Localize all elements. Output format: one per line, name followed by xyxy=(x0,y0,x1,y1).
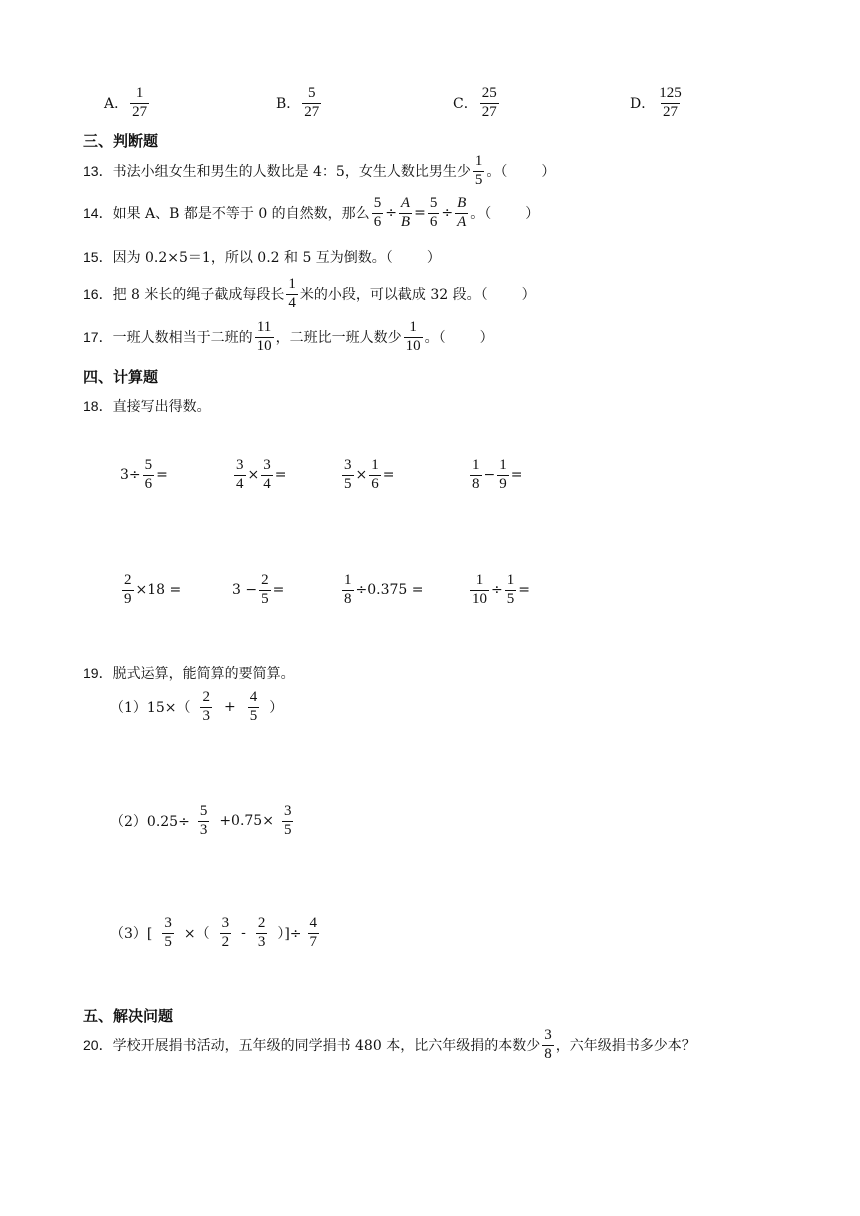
q12-option-b xyxy=(276,86,323,121)
denominator: 2 xyxy=(221,933,230,950)
question-16 xyxy=(83,277,536,312)
expression-part: 3÷ xyxy=(120,467,141,484)
fraction xyxy=(308,916,320,951)
fraction xyxy=(200,690,212,725)
denominator: 3 xyxy=(257,933,266,950)
numerator: 3 xyxy=(164,915,172,931)
expression-part: ×18 = xyxy=(135,582,182,599)
fraction xyxy=(143,458,155,493)
option-label: C． xyxy=(453,96,478,113)
question-text: 米的小段，可以截成 32 段。（ xyxy=(299,287,488,304)
question-text: 脱式运算，能简算的要简算。 xyxy=(112,666,295,682)
numerator: 5 xyxy=(429,195,438,211)
numerator: 1 xyxy=(344,572,352,588)
close-paren: ） xyxy=(479,330,494,347)
numerator: 3 xyxy=(544,1027,552,1043)
question-text: 。（ xyxy=(470,206,492,223)
numerator: 1 xyxy=(135,85,144,101)
fraction xyxy=(470,458,482,493)
numerator: 3 xyxy=(283,803,292,819)
question-number: 20． xyxy=(83,1037,113,1054)
numerator: 125 xyxy=(659,85,682,101)
q12-option-c xyxy=(453,86,501,121)
denominator: 7 xyxy=(309,933,318,950)
operator: - xyxy=(241,925,246,942)
denominator: 27 xyxy=(132,103,148,120)
oral-calc-3 xyxy=(340,458,394,493)
denominator: 27 xyxy=(481,103,497,120)
denominator: 8 xyxy=(344,590,352,607)
operator: + xyxy=(223,699,236,716)
numerator: 5 xyxy=(308,85,316,101)
numerator: 3 xyxy=(263,457,271,473)
fraction xyxy=(372,196,384,231)
numerator: 1 xyxy=(409,319,417,335)
question-17 xyxy=(83,320,494,355)
operator: × xyxy=(355,467,368,484)
question-13 xyxy=(83,154,555,189)
numerator: 1 xyxy=(474,153,483,169)
numerator: 5 xyxy=(144,457,153,473)
fraction xyxy=(248,690,260,725)
operator: × xyxy=(247,467,260,484)
question-number: 15． xyxy=(83,249,113,265)
fraction xyxy=(282,804,294,839)
denominator: 27 xyxy=(662,103,678,120)
q12-option-d xyxy=(630,86,686,121)
oral-calc-6 xyxy=(232,573,284,608)
denominator: 3 xyxy=(202,707,210,724)
fraction xyxy=(220,916,232,951)
question-number: 14． xyxy=(83,205,113,222)
oral-calc-2 xyxy=(232,458,286,493)
equals-sign: = xyxy=(518,582,530,599)
question-number: 13． xyxy=(83,163,113,180)
denominator: 9 xyxy=(124,590,132,607)
question-text: 。（ xyxy=(424,330,446,347)
oral-calc-4 xyxy=(468,458,522,493)
q19-part-1 xyxy=(110,690,283,725)
denominator: 8 xyxy=(544,1045,552,1062)
oral-calc-8 xyxy=(468,573,530,608)
close-paren: ） xyxy=(521,287,536,304)
question-text: 因为 0.2×5＝1，所以 0.2 和 5 互为倒数。（ xyxy=(112,250,393,266)
question-text: 。（ xyxy=(486,164,508,181)
question-14 xyxy=(83,196,539,231)
equals-sign: = xyxy=(382,467,395,484)
expression-part: （1）15×（ xyxy=(110,700,191,717)
fraction xyxy=(480,86,499,121)
question-text: 如果 A、B 都是不等于 0 的自然数，那么 xyxy=(112,206,370,223)
close-paren: ） xyxy=(426,250,441,266)
denominator: 27 xyxy=(304,103,320,120)
denominator: 10 xyxy=(256,337,272,354)
numerator: 1 xyxy=(472,457,480,473)
fraction xyxy=(261,458,273,493)
numerator: 3 xyxy=(344,457,352,473)
question-text: ，二班比一班人数少 xyxy=(275,330,402,347)
fraction xyxy=(455,196,468,231)
fraction xyxy=(342,573,354,608)
question-number: 18． xyxy=(83,398,113,414)
section-title-calculation: 四、计算题 xyxy=(83,368,159,386)
denominator: 5 xyxy=(506,590,515,607)
numerator: 4 xyxy=(249,689,258,705)
oral-calc-5 xyxy=(120,573,181,608)
numerator: 2 xyxy=(202,689,210,705)
fraction xyxy=(657,86,684,121)
numerator: 2 xyxy=(257,915,266,931)
numerator: 2 xyxy=(261,572,269,588)
denominator: 6 xyxy=(144,475,153,492)
expression-part: （3）[ xyxy=(110,926,153,943)
denominator: 4 xyxy=(236,475,244,492)
denominator: 4 xyxy=(288,294,296,311)
operator: − xyxy=(483,467,496,484)
denominator: 5 xyxy=(344,475,352,492)
question-number: 16． xyxy=(83,286,113,303)
close-paren: ） xyxy=(541,164,556,181)
fraction xyxy=(259,573,271,608)
question-number: 19． xyxy=(83,665,113,681)
denominator: 5 xyxy=(164,933,172,950)
equals-sign: = xyxy=(156,467,168,484)
equals-sign: = xyxy=(272,582,285,599)
denominator: 6 xyxy=(373,213,382,230)
numerator: 5 xyxy=(199,803,208,819)
fraction xyxy=(497,458,509,493)
operator: ÷ xyxy=(385,205,397,222)
numerator: 1 xyxy=(371,457,379,473)
expression-part: ）]÷ xyxy=(277,926,302,943)
close-paren: ） xyxy=(525,206,540,223)
question-text: 学校开展捐书活动，五年级的同学捐书 480 本，比六年级捐的本数少 xyxy=(112,1038,541,1055)
fraction xyxy=(162,916,174,951)
section-title-judgement: 三、判断题 xyxy=(83,132,159,150)
numerator: 1 xyxy=(288,276,296,292)
fraction xyxy=(404,320,423,355)
fraction xyxy=(505,573,517,608)
denominator: 5 xyxy=(474,171,483,188)
fraction xyxy=(198,804,210,839)
question-text: 一班人数相当于二班的 xyxy=(112,330,253,347)
numerator: B xyxy=(457,195,467,211)
numerator: 2 xyxy=(124,572,132,588)
denominator: 5 xyxy=(283,821,292,838)
oral-calc-7 xyxy=(340,573,424,608)
numerator: 25 xyxy=(481,85,497,101)
section-title-problem-solving: 五、解决问题 xyxy=(83,1007,174,1025)
denominator: B xyxy=(400,213,411,230)
denominator: 3 xyxy=(199,821,208,838)
numerator: 1 xyxy=(475,572,484,588)
numerator: A xyxy=(400,195,411,211)
question-number: 17． xyxy=(83,329,113,346)
numerator: 11 xyxy=(256,319,272,335)
numerator: 1 xyxy=(506,572,515,588)
denominator: 10 xyxy=(405,337,421,354)
oral-calc-1 xyxy=(120,458,168,493)
question-text: ，六年级捐书多少本？ xyxy=(555,1038,696,1055)
numerator: 3 xyxy=(221,915,230,931)
fraction xyxy=(470,573,489,608)
question-15 xyxy=(83,247,441,267)
question-text: 直接写出得数。 xyxy=(112,399,211,415)
denominator: 5 xyxy=(249,707,258,724)
equals-sign: = xyxy=(510,467,523,484)
q12-option-a xyxy=(104,86,151,121)
denominator: 5 xyxy=(261,590,269,607)
denominator: 6 xyxy=(371,475,379,492)
fraction xyxy=(256,916,268,951)
fraction xyxy=(428,196,440,231)
expression-part: （2）0.25÷ xyxy=(110,814,190,831)
operator: ÷ xyxy=(441,205,454,222)
fraction xyxy=(342,458,354,493)
denominator: 9 xyxy=(499,475,507,492)
numerator: 4 xyxy=(309,915,318,931)
operator: = xyxy=(414,205,426,222)
question-19 xyxy=(83,663,295,683)
expression-part: ） xyxy=(269,700,284,717)
fraction xyxy=(130,86,149,121)
expression-part: ×（ xyxy=(183,926,210,943)
fraction xyxy=(542,1028,554,1063)
fraction xyxy=(473,154,485,189)
numerator: 3 xyxy=(236,457,244,473)
question-text: 把 8 米长的绳子截成每段长 xyxy=(112,287,285,304)
numerator: 5 xyxy=(373,195,382,211)
denominator: 4 xyxy=(263,475,271,492)
denominator: A xyxy=(457,213,467,230)
expression-part: 3 − xyxy=(232,582,258,599)
denominator: 10 xyxy=(472,590,487,607)
denominator: 8 xyxy=(472,475,480,492)
option-label: D． xyxy=(630,96,656,113)
equals-sign: = xyxy=(274,467,287,484)
question-text: 书法小组女生和男生的人数比是 4：5，女生人数比男生少 xyxy=(112,164,471,181)
question-20 xyxy=(83,1028,696,1063)
fraction xyxy=(369,458,381,493)
expression-part: +0.75× xyxy=(219,813,274,830)
expression-part: ÷0.375 = xyxy=(355,582,424,599)
fraction xyxy=(302,86,321,121)
fraction xyxy=(122,573,134,608)
fraction xyxy=(255,320,274,355)
q19-part-2 xyxy=(110,804,295,839)
denominator: 6 xyxy=(429,213,438,230)
q19-part-3 xyxy=(110,916,321,951)
option-label: A． xyxy=(104,96,129,113)
fraction xyxy=(234,458,246,493)
question-18 xyxy=(83,396,211,416)
fraction xyxy=(399,196,412,231)
fraction xyxy=(286,277,298,312)
numerator: 1 xyxy=(499,457,507,473)
option-label: B． xyxy=(276,96,301,113)
operator: ÷ xyxy=(491,582,503,599)
